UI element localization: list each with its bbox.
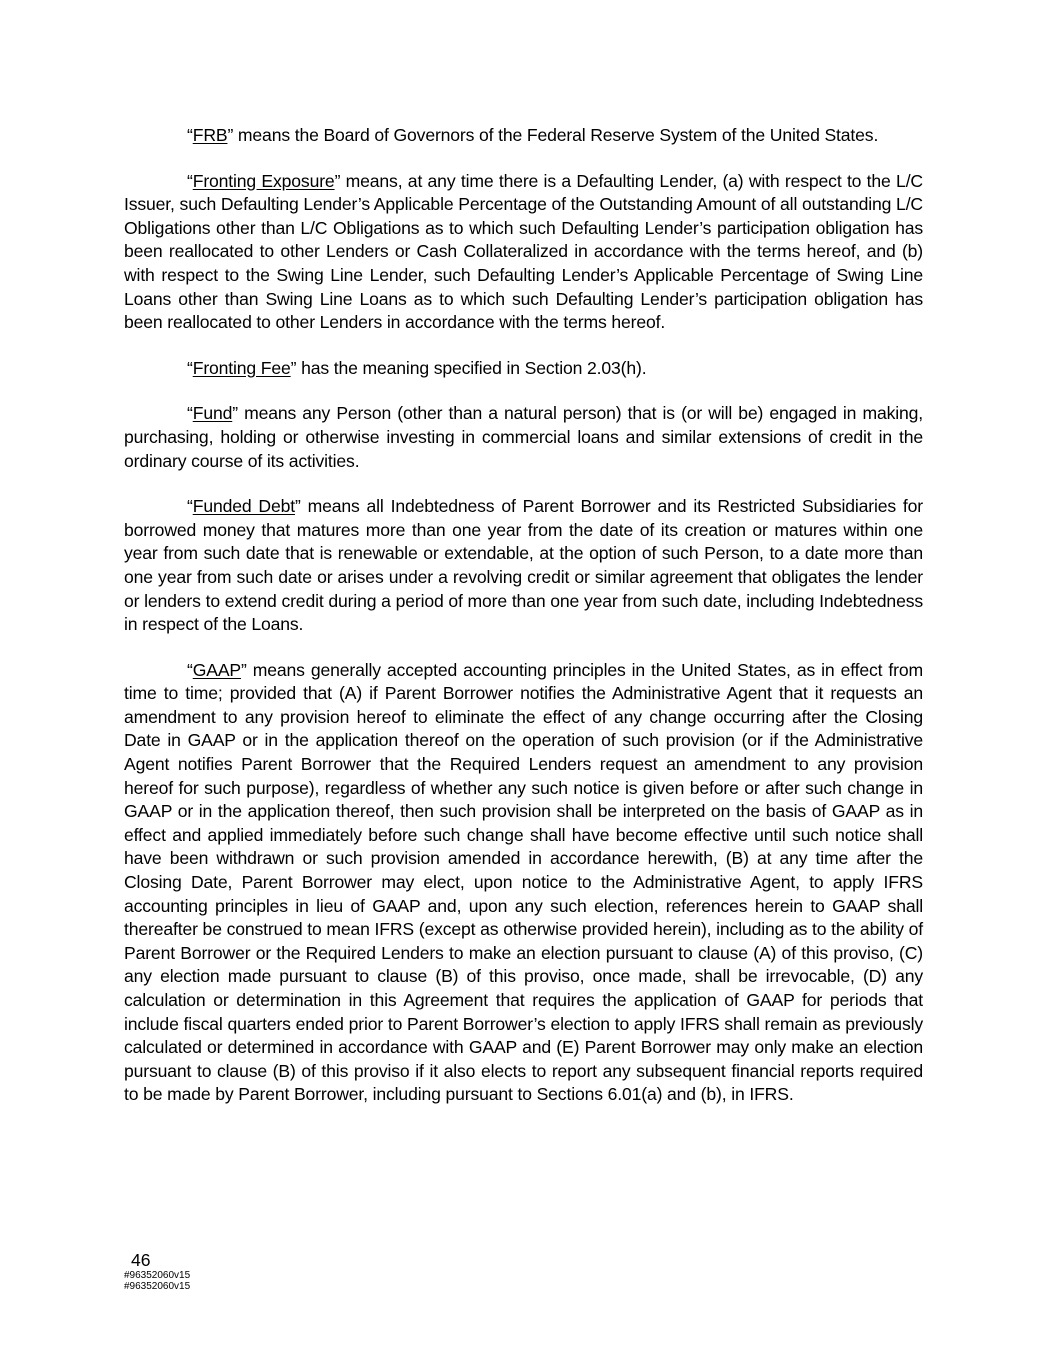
definition-body: ” means generally accepted accounting principles in the United States, as in effect from time to time; provided that (A) if Parent Borrower notifies the Administrative Agent that it requests an amendment to any provision hereof to eliminate the effect of any change occurring after the Closing Date in GAAP or in the application thereof on the operation of such provision (or if the Administrative Agent notifies Parent Borrower that the Required Lenders request an amendment to any provision hereof for such purpose), regardless of whether any such notice is given before or after such change in GAAP or in the application thereof, then such provision shall be interpreted on the basis of GAAP as in effect and applied immediately before such change shall have become effective until such notice shall have been withdrawn or such provision amended in accordance herewith, (B) at any time after the Closing Date, Parent Borrower may elect, upon notice to the Administrative Agent, to apply IFRS accounting principles in lieu of GAAP and, upon any such election, references herein to GAAP shall thereafter be construed to mean IFRS (except as otherwise provided herein), including as to the ability of Parent Borrower or the Required Lenders to make an election pursuant to clause (A) of this proviso, (C) any election made pursuant to clause (B) of this proviso, once made, shall be irrevocable, (D) any calculation or determination in this Agreement that requires the application of GAAP for periods that include fiscal quarters ended prior to Parent Borrower’s election to apply IFRS shall remain as previously calculated or determined in accordance with GAAP and (E) Parent Borrower may only make an election pursuant to clause (B) of this proviso if it also elects to report any subsequent financial reports required to be made by Parent Borrower, including pursuant to Sections 6.01(a) and (b), in IFRS. (124, 659, 923, 1105)
document-page (124, 124, 923, 1129)
document-id: #96352060v15 (124, 1270, 191, 1281)
defined-term: Funded Debt (192, 496, 295, 517)
definition-paragraph-fund (124, 402, 923, 473)
definition-paragraph-funded-debt (124, 495, 923, 637)
document-id: #96352060v15 (124, 1281, 191, 1292)
open-quote: “ (187, 125, 193, 145)
page-footer (124, 1250, 190, 1292)
open-quote: “ (187, 659, 193, 680)
definition-body: ” has the meaning specified in Section 2.03(h). (290, 357, 647, 378)
open-quote: “ (187, 403, 193, 424)
definition-body: ” means, at any time there is a Defaulting Lender, (a) with respect to the L/C Issuer, such Defaulting Lender’s Applicable Percentage of the Outstanding Amount of all outstanding L/C Obligations other than L/C Obligations as to which such Defaulting Lender’s participation obligation has been reallocated to other Lenders or Cash Collateralized in accordance with the terms hereof, and (b) with respect to the Swing Line Lender, such Defaulting Lender’s Applicable Percentage of Swing Line Loans other than Swing Line Loans as to which such Defaulting Lender’s participation obligation has been reallocated to other Lenders in accordance with the terms hereof. (124, 170, 923, 333)
open-quote: “ (187, 357, 193, 378)
definition-body: ” means the Board of Governors of the Federal Reserve System of the United States. (227, 125, 879, 145)
defined-term: FRB (192, 125, 228, 145)
definition-paragraph-fronting-fee (124, 357, 923, 381)
defined-term: Fund (192, 403, 233, 424)
defined-term: GAAP (192, 659, 242, 680)
definition-body: ” means all Indebtedness of Parent Borrower and its Restricted Subsidiaries for borrowed money that matures more than one year from the date of its creation or matures within one year from such date that is renewable or extendable, at the option of such Person, to a date more than one year from such date or arises under a revolving credit or similar agreement that obligates the lender or lenders to extend credit during a period of more than one year from such date, including Indebtedness in respect of the Loans. (124, 496, 924, 635)
defined-term: Fronting Fee (192, 357, 291, 378)
defined-term: Fronting Exposure (192, 170, 335, 191)
definition-paragraph-fronting-exposure (124, 170, 923, 335)
open-quote: “ (187, 496, 193, 517)
open-quote: “ (187, 170, 193, 191)
definition-paragraph-frb (124, 124, 923, 148)
page-number: 46 (131, 1250, 151, 1270)
definition-paragraph-gaap (124, 659, 923, 1107)
definition-body: ” means any Person (other than a natural person) that is (or will be) engaged in making, purchasing, holding or otherwise investing in commercial loans and similar extensions of credit in the ordinary course of its activities. (124, 403, 923, 471)
